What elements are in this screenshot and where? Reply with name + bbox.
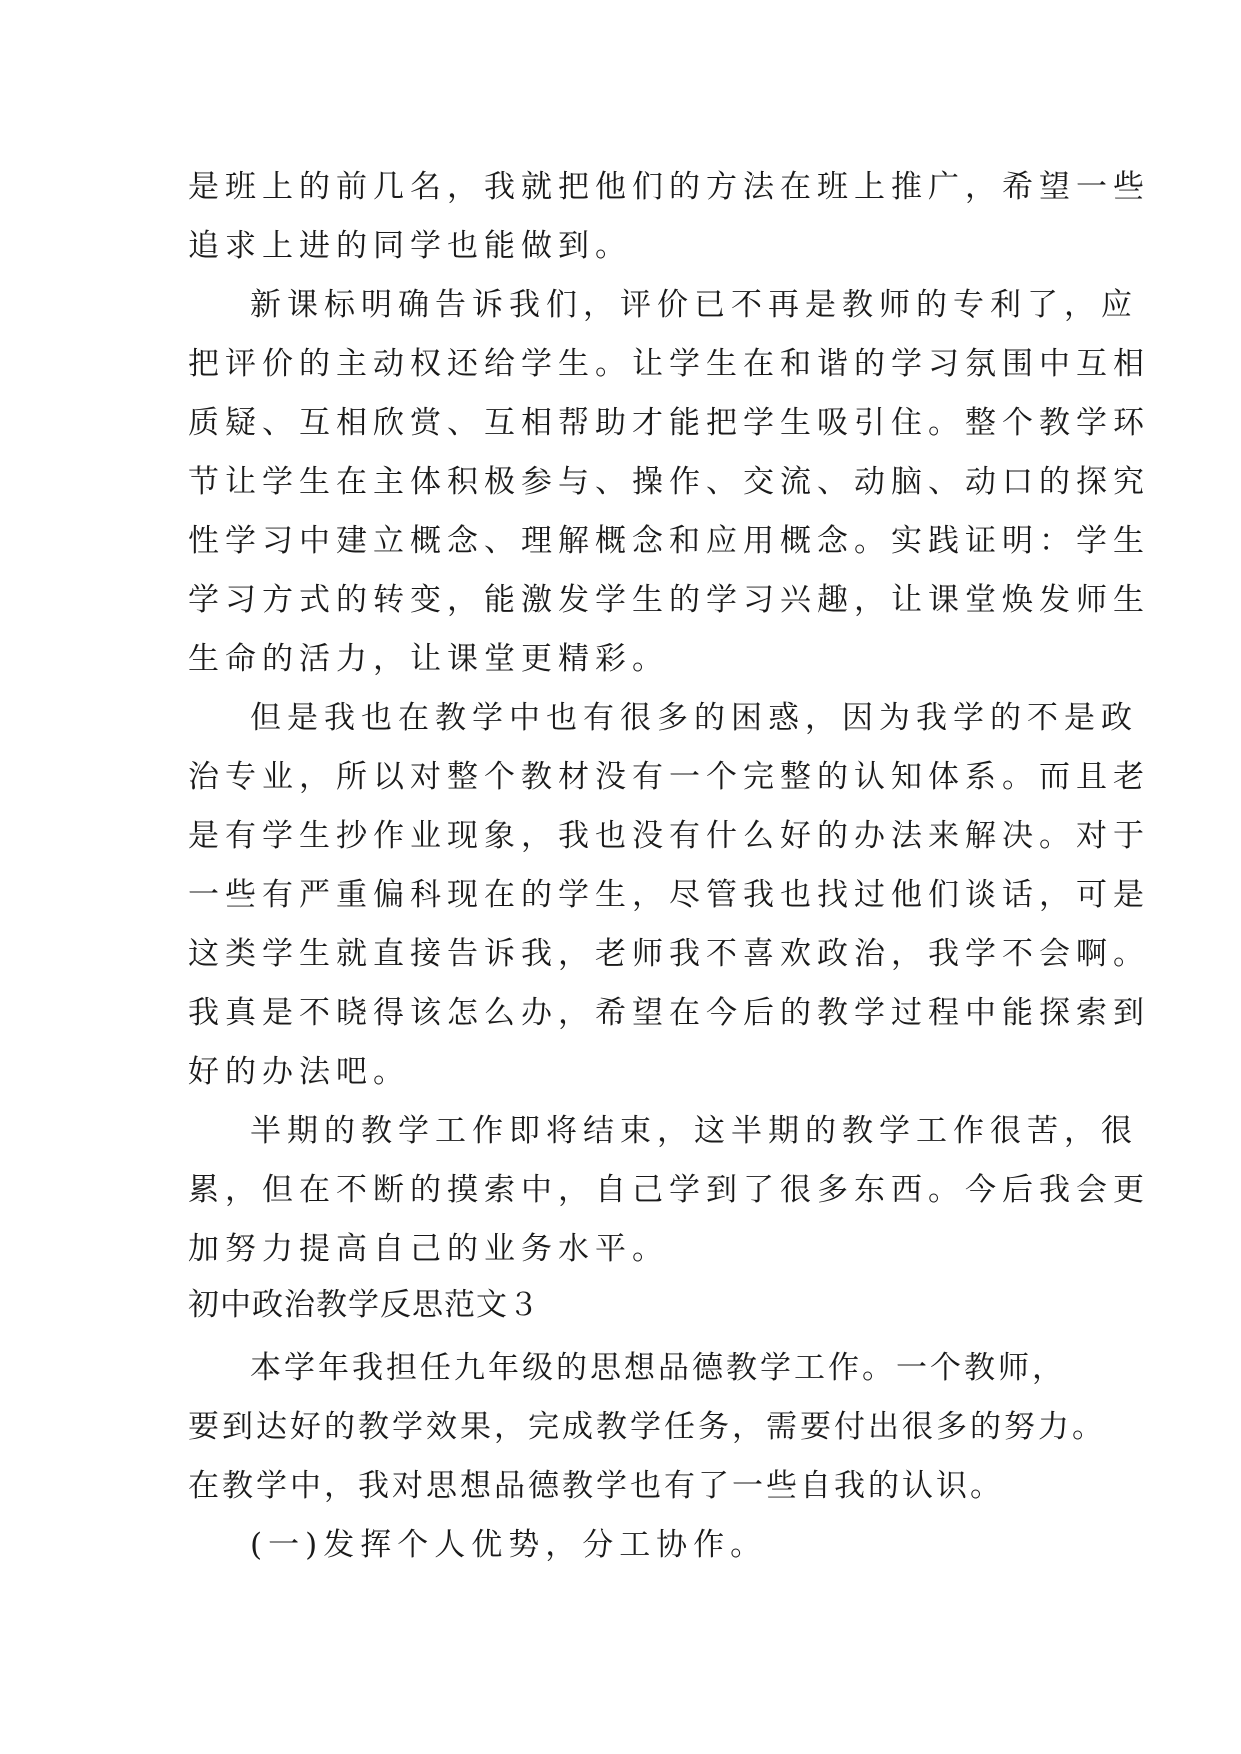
section-heading: 初中政治教学反思范文３: [188, 1287, 540, 1323]
text-line: 治专业，所以对整个教材没有一个完整的认知体系。而且老: [188, 759, 1150, 795]
text-line: 我真是不晓得该怎么办，希望在今后的教学过程中能探索到: [188, 995, 1150, 1031]
text-line: 学习方式的转变，能激发学生的学习兴趣，让课堂焕发师生: [188, 582, 1150, 618]
text-line: 累，但在不断的摸索中，自己学到了很多东西。今后我会更: [188, 1172, 1150, 1208]
text-line: 是有学生抄作业现象，我也没有什么好的办法来解决。对于: [188, 818, 1150, 854]
text-line: 加努力提高自己的业务水平。: [188, 1231, 669, 1267]
paragraph-first-line: 新课标明确告诉我们，评价已不再是教师的专利了，应: [250, 287, 1138, 323]
paragraph-first-line: 但是我也在教学中也有很多的困惑，因为我学的不是政: [250, 700, 1138, 736]
text-line: 这类学生就直接告诉我，老师我不喜欢政治，我学不会啊。: [188, 936, 1150, 972]
text-line: 生命的活力，让课堂更精彩。: [188, 641, 669, 677]
paragraph-first-line: (一)发挥个人优势，分工协作。: [250, 1527, 768, 1563]
heading-spacer: [188, 1331, 1068, 1339]
paragraph-first-line: 半期的教学工作即将结束，这半期的教学工作很苦，很: [250, 1113, 1138, 1149]
text-line: 要到达好的教学效果，完成教学任务，需要付出很多的努力。: [188, 1409, 1106, 1445]
text-line: 在教学中，我对思想品德教学也有了一些自我的认识。: [188, 1468, 1004, 1504]
text-line: 把评价的主动权还给学生。让学生在和谐的学习氛围中互相: [188, 346, 1150, 382]
paragraph-first-line: 本学年我担任九年级的思想品德教学工作。一个教师，: [250, 1350, 1066, 1386]
text-line: 追求上进的同学也能做到。: [188, 228, 632, 264]
text-line: 质疑、互相欣赏、互相帮助才能把学生吸引住。整个教学环: [188, 405, 1150, 441]
text-line: 是班上的前几名，我就把他们的方法在班上推广，希望一些: [188, 169, 1150, 205]
text-line: 性学习中建立概念、理解概念和应用概念。实践证明：学生: [188, 523, 1150, 559]
text-line: 节让学生在主体积极参与、操作、交流、动脑、动口的探究: [188, 464, 1150, 500]
text-line: 好的办法吧。: [188, 1054, 410, 1090]
text-line: 一些有严重偏科现在的学生，尽管我也找过他们谈话，可是: [188, 877, 1150, 913]
document-body: [188, 158, 1150, 1575]
